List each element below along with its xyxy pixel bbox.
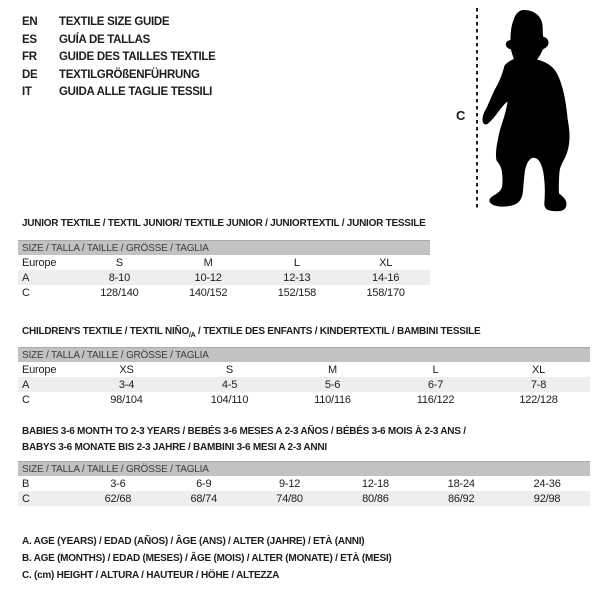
cell: 110/116 (314, 393, 351, 406)
row-label: C (22, 492, 30, 505)
children-title-after: / TEXTILE DES ENFANTS / KINDERTEXTIL / BAMBINI TESSILE (195, 326, 481, 337)
language-list (22, 14, 216, 102)
children-size-grid (18, 362, 590, 407)
junior-table-title: JUNIOR TEXTILE / TEXTIL JUNIOR/ TEXTILE JUNIOR / JUNIORTEXTIL / JUNIOR TESSILE (22, 218, 426, 229)
cell: 122/128 (519, 393, 558, 406)
cell: 92/98 (533, 492, 561, 505)
junior-size-grid (18, 255, 430, 300)
babies-size-header-bar: SIZE / TALLA / TAILLE / GRÖSSE / TAGLIA (18, 461, 590, 476)
cell: 12-13 (283, 271, 311, 284)
cell: XS (119, 363, 134, 376)
row-label: C (22, 286, 30, 299)
height-measure-label: C (456, 108, 466, 123)
cell: 62/68 (104, 492, 132, 505)
row-label: B (22, 477, 30, 490)
language-row-fr (22, 49, 216, 67)
children-title-before: CHILDREN'S TEXTILE / TEXTIL NIÑO (22, 326, 189, 337)
children-table (18, 347, 590, 407)
language-row-it (22, 84, 216, 102)
cell: 6-9 (196, 477, 212, 490)
footnote-height: C. (cm) HEIGHT / ALTURA / HAUTEUR / HÖHE / ALTEZZA (22, 570, 280, 581)
cell: 74/80 (276, 492, 303, 505)
language-row-en (22, 14, 216, 32)
language-label: GUIDE DES TAILLES TEXTILE (59, 51, 216, 63)
cell: 140/152 (188, 286, 228, 299)
language-code: EN (22, 16, 38, 28)
footnote-age-years: A. AGE (YEARS) / EDAD (AÑOS) / ÂGE (ANS) / ALTER (JAHRE) / ETÀ (ANNI) (22, 536, 365, 547)
baby-silhouette-icon (470, 0, 600, 230)
cell: 86/92 (447, 492, 475, 505)
table-row-months (18, 476, 590, 491)
row-label: C (22, 393, 30, 406)
babies-title-line1: BABIES 3-6 MONTH TO 2-3 YEARS / BEBÉS 3-6 MESES A 2-3 AÑOS / BÉBÉS 3-6 MOIS À 2-3 ANS / (22, 426, 466, 437)
cell: S (115, 256, 123, 269)
cell: L (293, 256, 300, 269)
table-row-age (18, 270, 430, 285)
junior-size-header-bar: SIZE / TALLA / TAILLE / GRÖSSE / TAGLIA (18, 240, 430, 255)
cell: 128/140 (100, 286, 139, 299)
cell: 3-4 (118, 378, 135, 391)
row-label: A (22, 271, 30, 284)
table-row-height (18, 285, 430, 300)
children-title-subscript: /A (188, 332, 196, 339)
cell: 14-16 (372, 271, 400, 284)
cell: 8-10 (108, 271, 130, 284)
cell: 9-12 (278, 477, 301, 490)
cell: 80/86 (362, 492, 389, 505)
children-table-title (22, 324, 480, 344)
cell: 24-36 (533, 477, 561, 490)
table-row-age (18, 377, 590, 392)
cell: M (203, 256, 213, 269)
cell: 98/104 (110, 393, 143, 406)
cell: 10-12 (194, 271, 222, 284)
language-code: DE (22, 68, 38, 81)
cell: M (328, 363, 337, 376)
cell: 104/110 (210, 393, 249, 406)
language-label: GUIDA ALLE TAGLIE TESSILI (59, 86, 213, 98)
babies-table (18, 461, 590, 506)
footnote-age-months: B. AGE (MONTHS) / EDAD (MESES) / ÂGE (MOIS) / ALTER (MONATE) / ETÀ (MESI) (22, 553, 392, 564)
footnotes (22, 533, 392, 584)
row-label: A (22, 378, 30, 391)
language-label: GUÍA DE TALLAS (59, 33, 150, 46)
row-label: Europe (22, 256, 57, 269)
cell: XL (531, 363, 546, 376)
cell: 158/170 (366, 286, 405, 299)
baby-silhouette-path (483, 10, 570, 211)
table-row-height (18, 392, 590, 407)
language-label: TEXTILE SIZE GUIDE (59, 16, 170, 28)
table-row-height (18, 491, 590, 506)
language-row-de (22, 67, 216, 85)
cell: 18-24 (447, 477, 475, 490)
language-row-es (22, 32, 216, 50)
cell: 3-6 (110, 477, 126, 490)
language-code: ES (22, 33, 37, 46)
cell: 12-18 (361, 477, 389, 490)
babies-size-grid (18, 476, 590, 506)
babies-table-title (22, 424, 466, 455)
table-row-europe (18, 255, 430, 270)
cell: S (225, 363, 234, 376)
language-code: FR (22, 51, 37, 63)
table-row-europe (18, 362, 590, 377)
row-label: Europe (22, 363, 57, 376)
language-code: IT (22, 86, 32, 98)
cell: 116/122 (416, 393, 455, 406)
language-label: TEXTILGRÖßENFÜHRUNG (59, 68, 200, 81)
cell: 5-6 (324, 378, 341, 391)
cell: 4-5 (221, 378, 238, 391)
children-size-header-bar: SIZE / TALLA / TAILLE / GRÖSSE / TAGLIA (18, 347, 590, 362)
cell: 152/158 (277, 286, 317, 299)
cell: 68/74 (190, 492, 217, 505)
cell: 7-8 (530, 378, 547, 391)
cell: XL (379, 256, 393, 269)
cell: 6-7 (427, 378, 444, 391)
babies-title-line2: BABYS 3-6 MONATE BIS 2-3 JAHRE / BAMBINI 3-6 MESI A 2-3 ANNI (22, 441, 327, 453)
cell: L (432, 363, 439, 376)
junior-table (18, 240, 430, 300)
